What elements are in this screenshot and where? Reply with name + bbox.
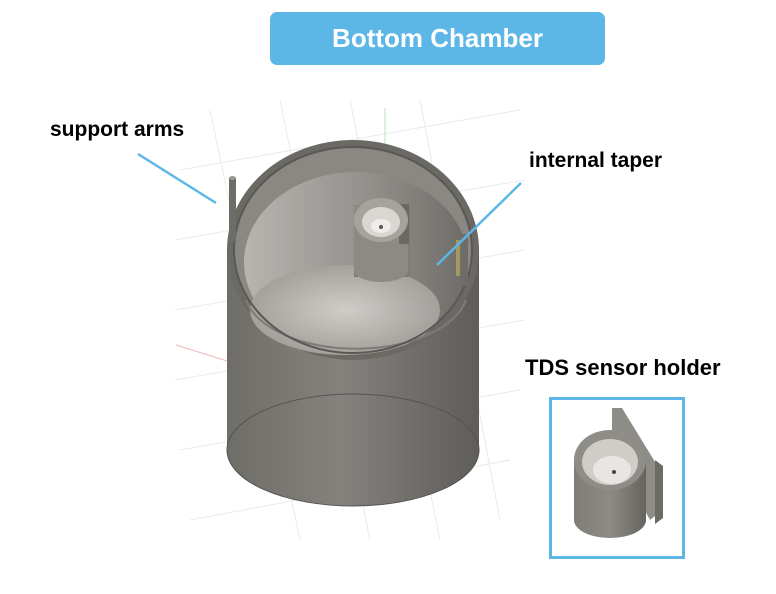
label-support-arms: support arms bbox=[50, 118, 185, 141]
sensor-cup-internal bbox=[354, 198, 410, 282]
sensor-holder-render bbox=[552, 400, 682, 556]
tds-sensor-holder-inset bbox=[549, 397, 685, 559]
label-tds-sensor-holder: TDS sensor holder bbox=[525, 355, 721, 380]
label-internal-taper: internal taper bbox=[529, 149, 663, 172]
support-arm-left bbox=[229, 176, 236, 242]
page-title: Bottom Chamber bbox=[332, 23, 543, 53]
chamber-body bbox=[227, 140, 479, 506]
callout-line-support-arms bbox=[138, 154, 216, 203]
